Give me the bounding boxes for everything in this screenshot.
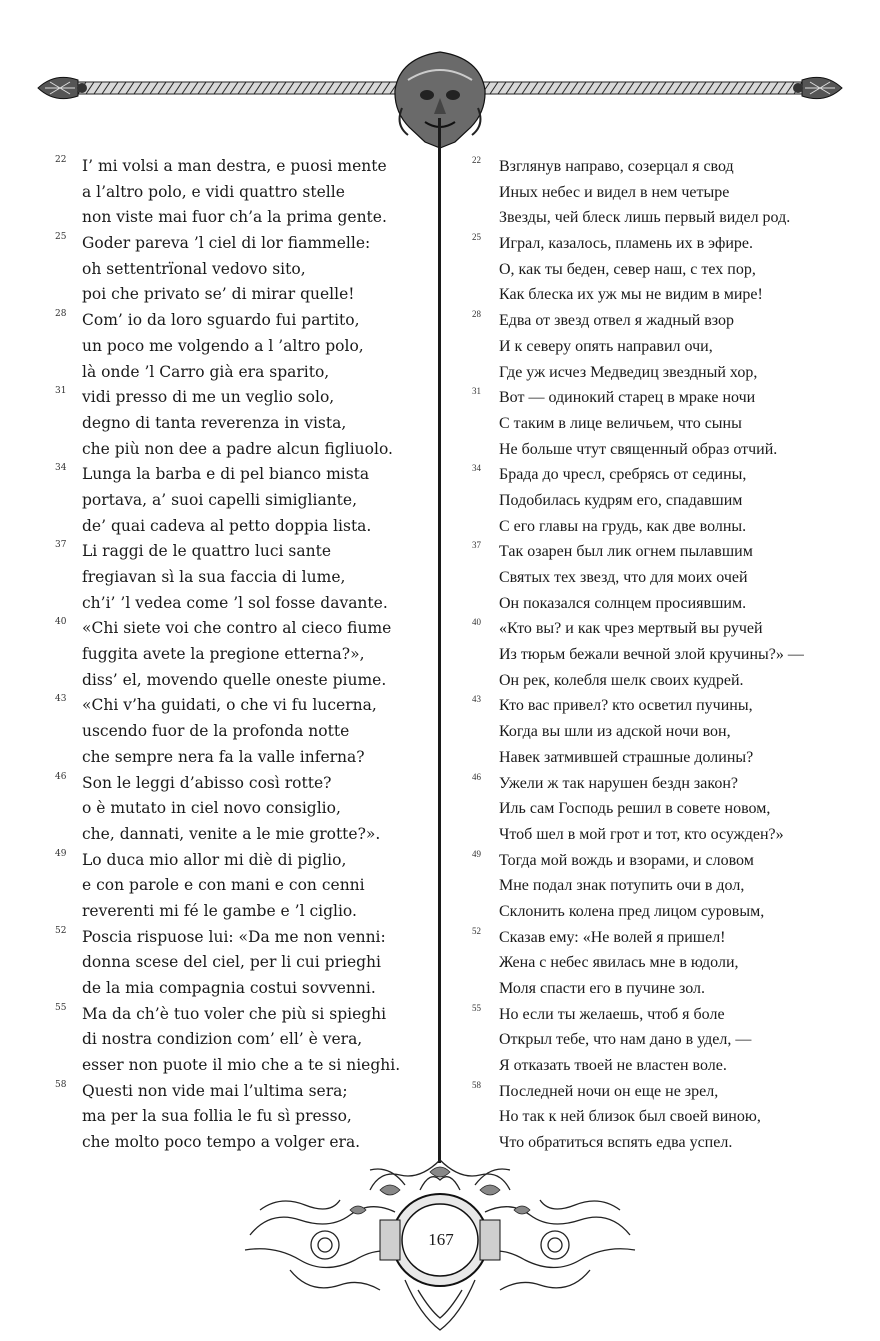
verse-text: là onde ’l Carro già era sparito, <box>82 362 330 381</box>
verse-line <box>472 1079 862 1105</box>
verse-line <box>55 565 425 591</box>
verse-text: poi che privato se’ di mirar quelle! <box>82 285 355 304</box>
verse-line <box>472 385 862 411</box>
verse-line <box>472 257 862 283</box>
verse-text: Не больше чтут священный образ отчий. <box>499 440 778 458</box>
verse-text: Тогда мой вождь и взорами, и словом <box>499 851 754 869</box>
verse-number: 43 <box>472 694 481 705</box>
tercet <box>472 616 862 693</box>
verse-line <box>55 180 425 206</box>
verse-text: Он рек, колебля шелк своих кудрей. <box>499 671 744 689</box>
verse-line <box>55 950 425 976</box>
verse-text: Так озарен был лик огнем пылавшим <box>499 543 753 561</box>
tercet <box>55 231 425 308</box>
tercet <box>472 154 862 231</box>
verse-line <box>55 514 425 540</box>
tercet <box>55 1079 425 1156</box>
verse-number: 58 <box>472 1079 481 1090</box>
tercet <box>472 462 862 539</box>
verse-text: che molto poco tempo a volger era. <box>82 1133 361 1152</box>
tercet <box>472 1002 862 1079</box>
tercet <box>55 925 425 1002</box>
verse-text: Жена с небес явилась мне в юдоли, <box>499 954 739 972</box>
verse-line <box>472 565 862 591</box>
verse-line <box>472 1027 862 1053</box>
verse-text: Когда вы шли из адской ночи вон, <box>499 723 731 741</box>
verse-line <box>55 848 425 874</box>
verse-line <box>55 873 425 899</box>
verse-number: 52 <box>472 925 481 936</box>
verse-line <box>55 385 425 411</box>
verse-text: o è mutato in ciel novo consiglio, <box>82 799 341 818</box>
verse-line <box>472 719 862 745</box>
verse-text: Сказав ему: «Не волей я пришел! <box>499 928 726 946</box>
verse-line <box>55 360 425 386</box>
verse-line <box>55 205 425 231</box>
verse-line <box>55 771 425 797</box>
verse-line <box>472 848 862 874</box>
verse-text: non viste mai fuor ch’a la prima gente. <box>82 208 387 227</box>
verse-line <box>55 282 425 308</box>
verse-text: Последней ночи он еще не зрел, <box>499 1082 719 1100</box>
verse-text: Подобилась кудрям его, спадавшим <box>499 491 743 509</box>
tercet <box>55 848 425 925</box>
verse-line <box>472 771 862 797</box>
verse-text: Но если ты желаешь, чтоб я боле <box>499 1005 725 1023</box>
verse-text: Моля спасти его в пучине зол. <box>499 980 706 997</box>
verse-line <box>55 488 425 514</box>
tercet <box>55 539 425 616</box>
verse-line <box>472 205 862 231</box>
verse-number: 25 <box>55 232 67 243</box>
verse-line <box>472 154 862 180</box>
column-divider <box>438 118 441 1163</box>
verse-line <box>55 976 425 1002</box>
verse-text: Навек затмившей страшные долины? <box>499 748 754 766</box>
verse-text: Из тюрьм бежали вечной злой кручины?» — <box>499 646 804 664</box>
verse-text: Ужели ж так нарушен бездн закон? <box>499 774 738 792</box>
verse-number: 40 <box>472 617 481 628</box>
tercet <box>472 848 862 925</box>
verse-number: 46 <box>55 771 67 782</box>
verse-line <box>472 411 862 437</box>
verse-number: 58 <box>55 1079 67 1090</box>
verse-number: 46 <box>472 771 481 782</box>
verse-text: reverenti mi fé le gambe e ’l ciglio. <box>82 901 357 920</box>
tercet <box>55 154 425 231</box>
verse-line <box>55 257 425 283</box>
tercet <box>472 925 862 1002</box>
tercet <box>55 693 425 770</box>
verse-text: fregiavan sì la sua faccia di lume, <box>82 568 346 586</box>
verse-text: Едва от звезд отвел я жадный взор <box>499 312 735 330</box>
verse-line <box>55 745 425 771</box>
verse-line <box>472 539 862 565</box>
verse-text: Кто вас привел? кто осветил пучины, <box>499 697 753 715</box>
verse-text: esser non puote il mio che a te si nieghi. <box>82 1056 401 1075</box>
verse-line <box>55 616 425 642</box>
verse-text: С его главы на грудь, как две волны. <box>499 517 747 535</box>
italian-column <box>55 154 425 1156</box>
verse-text: Lo duca mio allor mi diè di piglio, <box>82 850 347 869</box>
verse-text: Звезды, чей блеск лишь первый видел род. <box>499 209 791 227</box>
verse-text: di nostra condizion com’ ell’ è vera, <box>82 1030 363 1049</box>
verse-number: 28 <box>472 309 481 320</box>
verse-number: 55 <box>472 1002 481 1013</box>
verse-line <box>472 1104 862 1130</box>
verse-line <box>55 231 425 257</box>
verse-line <box>472 693 862 719</box>
verse-text: Poscia rispuose lui: «Da me non venni: <box>82 927 386 946</box>
verse-line <box>472 334 862 360</box>
verse-line <box>55 1027 425 1053</box>
verse-line <box>472 180 862 206</box>
verse-number: 31 <box>472 386 481 397</box>
verse-text: «Кто вы? и как чрез мертвый вы ручей <box>499 620 763 638</box>
verse-line <box>472 796 862 822</box>
verse-number: 34 <box>472 463 481 474</box>
verse-line <box>55 1104 425 1130</box>
verse-text: Com’ io da loro sguardo fui partito, <box>82 311 360 330</box>
verse-line <box>55 1002 425 1028</box>
verse-text: Son le leggi d’abisso così rotte? <box>82 773 332 792</box>
verse-line <box>55 308 425 334</box>
verse-number: 43 <box>55 694 67 705</box>
verse-text: un poco me volgendo a l ’altro polo, <box>82 336 364 355</box>
tercet <box>55 771 425 848</box>
verse-line <box>472 591 862 617</box>
verse-line <box>55 642 425 668</box>
verse-number: 25 <box>472 232 481 243</box>
verse-line <box>55 1079 425 1105</box>
verse-line <box>55 411 425 437</box>
tercet <box>472 771 862 848</box>
verse-text: Li raggi de le quattro luci sante <box>82 542 331 561</box>
verse-line <box>472 668 862 694</box>
verse-line <box>55 334 425 360</box>
verse-line <box>472 899 862 925</box>
verse-line <box>472 1002 862 1028</box>
verse-text: uscendo fuor de la profonda notte <box>82 722 350 741</box>
verse-number: 37 <box>55 540 67 551</box>
verse-text: Где уж исчез Медведиц звездный хор, <box>499 363 758 381</box>
verse-text: Открыл тебе, что нам дано в удел, — <box>499 1031 752 1049</box>
verse-line <box>55 899 425 925</box>
verse-number: 37 <box>472 540 481 551</box>
tercet <box>472 1079 862 1156</box>
tercet <box>55 1002 425 1079</box>
page-number: 167 <box>421 1222 461 1258</box>
verse-text: Играл, казалось, пламень их в эфире. <box>499 235 753 253</box>
tercet <box>55 616 425 693</box>
verse-text: Я отказать твоей не властен воле. <box>499 1057 727 1075</box>
tercet <box>55 308 425 385</box>
verse-text: fuggita avete la pregione etterna?», <box>82 645 365 664</box>
verse-line <box>55 539 425 565</box>
right-finial-icon <box>793 77 842 98</box>
verse-text: Взглянув направо, созерцал я свод <box>499 158 734 175</box>
verse-text: diss’ el, movendo quelle oneste piume. <box>82 670 387 689</box>
verse-line <box>472 873 862 899</box>
verse-line <box>55 154 425 180</box>
verse-text: Goder pareva ’l ciel di lor fiammelle: <box>82 234 371 253</box>
verse-text: che più non dee a padre alcun figliuolo. <box>82 439 393 458</box>
verse-text: Брада до чресл, сребрясь от седины, <box>499 466 747 484</box>
left-finial-icon <box>38 77 87 98</box>
verse-number: 52 <box>55 925 67 936</box>
verse-text: С таким в лице величьем, что сыны <box>499 414 742 432</box>
verse-line <box>55 462 425 488</box>
verse-text: e con parole e con mani e con cenni <box>82 876 365 895</box>
tercet <box>472 539 862 616</box>
verse-line <box>55 693 425 719</box>
verse-line <box>55 437 425 463</box>
verse-text: Мне подал знак потупить очи в дол, <box>499 877 745 895</box>
verse-text: oh settentrïonal vedovo sito, <box>82 259 306 278</box>
verse-text: donna scese del ciel, per li cui prieghi <box>82 953 381 972</box>
verse-text: Что обратиться вспять едва успел. <box>499 1134 733 1152</box>
verse-text: de la mia compagnia costui sovvenni. <box>82 979 376 997</box>
verse-text: Но так к ней близок был своей виною, <box>499 1108 761 1126</box>
verse-number: 22 <box>55 155 67 165</box>
verse-text: О, как ты беден, север наш, с тех пор, <box>499 260 756 278</box>
verse-number: 31 <box>55 386 67 397</box>
verse-text: Он показался солнцем просиявшим. <box>499 594 747 612</box>
verse-number: 55 <box>55 1002 67 1013</box>
verse-line <box>472 360 862 386</box>
verse-text: Вот — одинокий старец в мраке ночи <box>499 389 756 407</box>
verse-line <box>472 745 862 771</box>
verse-text: ma per la sua follia le fu sì presso, <box>82 1107 352 1126</box>
verse-line <box>472 950 862 976</box>
verse-line <box>472 308 862 334</box>
verse-line <box>472 488 862 514</box>
verse-text: degno di tanta reverenza in vista, <box>82 413 347 432</box>
verse-line <box>55 668 425 694</box>
verse-text: Чтоб шел в мой грот и тот, кто осужден?» <box>499 825 784 843</box>
verse-text: Склонить колена пред лицом суровым, <box>499 902 765 920</box>
verse-text: Lunga la barba e di pel bianco mista <box>82 465 370 484</box>
verse-text: portava, a’ suoi capelli simigliante, <box>82 490 358 509</box>
verse-line <box>55 925 425 951</box>
verse-text: Святых тех звезд, что для моих очей <box>499 569 748 586</box>
verse-text: vidi presso di me un veglio solo, <box>82 388 335 407</box>
verse-line <box>55 822 425 848</box>
tercet <box>472 693 862 770</box>
tercet <box>472 231 862 308</box>
tercet <box>55 385 425 462</box>
verse-line <box>472 437 862 463</box>
verse-text: И к северу опять направил очи, <box>499 337 713 355</box>
verse-line <box>55 796 425 822</box>
verse-line <box>472 616 862 642</box>
verse-number: 49 <box>472 848 481 859</box>
verse-text: Ma da ch’è tuo voler che più si spieghi <box>82 1004 387 1023</box>
verse-text: «Chi v’ha guidati, o che vi fu lucerna, <box>82 696 377 715</box>
verse-text: de’ quai cadeva al petto doppia lista. <box>82 516 372 535</box>
tercet <box>472 385 862 462</box>
verse-text: I’ mi volsi a man destra, e puosi mente <box>82 157 387 175</box>
tercet <box>55 462 425 539</box>
tercet <box>472 308 862 385</box>
verse-line <box>472 976 862 1002</box>
verse-line <box>55 719 425 745</box>
verse-text: che sempre nera fa la valle inferna? <box>82 747 365 766</box>
russian-column <box>472 154 862 1156</box>
verse-line <box>472 231 862 257</box>
verse-text: «Chi siete voi che contro al cieco fiume <box>82 619 392 638</box>
verse-number: 22 <box>472 155 481 165</box>
verse-text: Questi non vide mai l’ultima sera; <box>82 1081 348 1100</box>
verse-text: Как блеска их уж мы не видим в мире! <box>499 286 763 304</box>
verse-line <box>472 822 862 848</box>
verse-line <box>55 1053 425 1079</box>
verse-line <box>472 282 862 308</box>
verse-number: 28 <box>55 309 67 320</box>
verse-number: 40 <box>55 617 67 628</box>
verse-text: Иль сам Господь решил в совете новом, <box>499 800 771 818</box>
verse-line <box>55 591 425 617</box>
verse-line <box>472 1053 862 1079</box>
verse-text: a l’altro polo, e vidi quattro stelle <box>82 182 345 201</box>
verse-line <box>472 925 862 951</box>
verse-line <box>472 462 862 488</box>
verse-text: che, dannati, venite a le mie grotte?». <box>82 824 381 843</box>
verse-line <box>472 514 862 540</box>
verse-text: Иных небес и видел в нем четыре <box>499 183 730 201</box>
verse-line <box>472 642 862 668</box>
verse-number: 49 <box>55 848 67 859</box>
verse-text: ch’i’ ’l vedea come ’l sol fosse davante. <box>82 593 388 612</box>
verse-number: 34 <box>55 463 67 474</box>
